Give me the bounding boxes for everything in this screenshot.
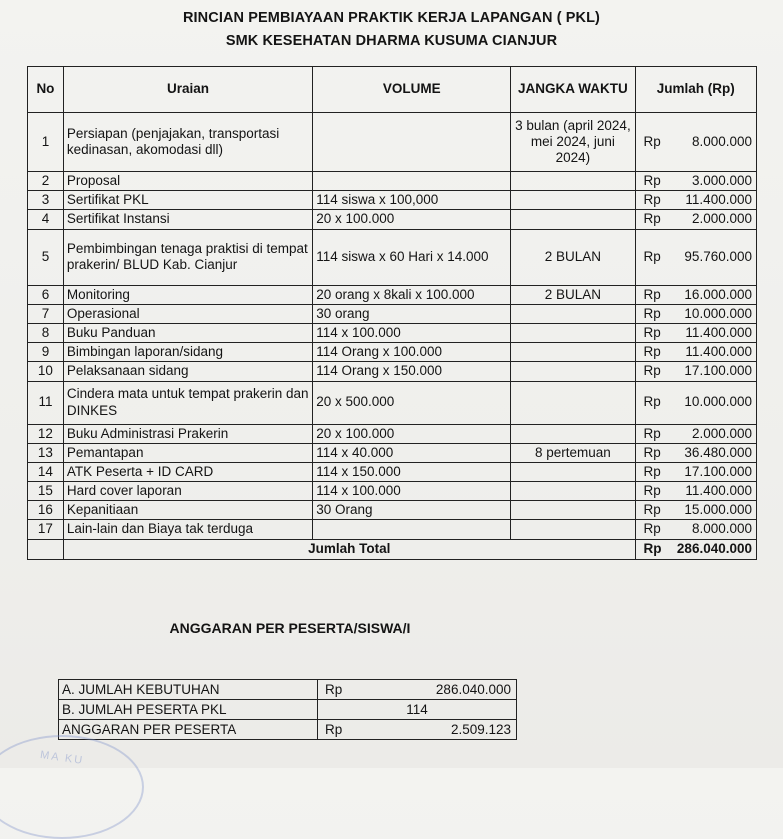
table-row (28, 172, 757, 191)
row-jangka-waktu (511, 362, 635, 381)
row-no: 17 (28, 520, 64, 539)
table-row (28, 285, 757, 304)
row-currency: Rp (643, 192, 661, 208)
row-jangka-waktu (511, 210, 635, 229)
row-volume: 20 x 500.000 (313, 381, 511, 424)
stamp-seal (0, 735, 144, 839)
row-jumlah-cell (635, 520, 756, 539)
row-no: 2 (28, 172, 64, 191)
col-header-uraian: Uraian (63, 67, 312, 113)
row-currency: Rp (643, 425, 661, 441)
row-currency: Rp (643, 444, 661, 460)
row-currency: Rp (643, 305, 661, 321)
row-amount: 11.400.000 (685, 324, 752, 340)
row-amount: 8.000.000 (691, 521, 752, 537)
row-amount: 95.760.000 (684, 248, 752, 264)
row-amount: 16.000.000 (684, 286, 752, 302)
row-jumlah-cell (635, 381, 756, 424)
row-currency: Rp (643, 483, 661, 499)
summary-table (58, 679, 517, 740)
table-row (28, 381, 757, 424)
row-jangka-waktu (511, 520, 635, 539)
row-jumlah-cell (635, 501, 756, 520)
row-jumlah-cell (635, 210, 756, 229)
col-header-jumlah: Jumlah (Rp) (635, 67, 756, 113)
table-row (28, 424, 757, 443)
row-jumlah-cell (635, 424, 756, 443)
row-currency: Rp (643, 248, 661, 264)
row-amount: 2.000.000 (691, 211, 752, 227)
row-no: 3 (28, 191, 64, 210)
col-header-no: No (28, 67, 64, 113)
row-uraian: Operasional (63, 304, 312, 323)
total-amount-cell (635, 539, 756, 559)
table-header-row (28, 67, 757, 113)
row-volume: 20 x 100.000 (313, 210, 511, 229)
row-no: 4 (28, 210, 64, 229)
row-uraian: Sertifikat Instansi (63, 210, 312, 229)
row-jumlah-cell (635, 443, 756, 462)
row-jumlah-cell (635, 304, 756, 323)
row-currency: Rp (643, 463, 661, 479)
table-row (28, 113, 757, 172)
row-jangka-waktu (511, 462, 635, 481)
row-jumlah-cell (635, 343, 756, 362)
row-no: 7 (28, 304, 64, 323)
row-amount: 15.000.000 (684, 502, 752, 518)
table-row (28, 501, 757, 520)
row-no: 11 (28, 381, 64, 424)
row-jangka-waktu (511, 424, 635, 443)
row-jangka-waktu (511, 172, 635, 191)
row-amount: 10.000.000 (684, 305, 752, 321)
row-volume: 114 siswa x 60 Hari x 14.000 (313, 229, 511, 285)
row-jangka-waktu (511, 343, 635, 362)
row-amount: 11.400.000 (685, 192, 752, 208)
row-volume: 114 x 150.000 (313, 462, 511, 481)
summary-row (59, 720, 517, 740)
table-row (28, 229, 757, 285)
row-volume: 114 x 100.000 (313, 482, 511, 501)
row-uraian: Persiapan (penjajakan, transportasi kedinasan, akomodasi dll) (63, 113, 312, 172)
stamp-text: MA KU (39, 748, 85, 768)
row-jumlah-cell (635, 323, 756, 342)
row-no: 5 (28, 229, 64, 285)
total-currency: Rp (643, 541, 662, 557)
row-uraian: Pelaksanaan sidang (63, 362, 312, 381)
summary-value: 2.509.123 (450, 722, 511, 737)
table-body (28, 113, 757, 540)
row-volume: 114 Orang x 150.000 (313, 362, 511, 381)
summary-currency: Rp (325, 682, 343, 697)
row-amount: 3.000.000 (691, 173, 752, 188)
cost-table (27, 66, 757, 560)
row-jangka-waktu (511, 304, 635, 323)
row-jumlah-cell (635, 229, 756, 285)
table-row (28, 482, 757, 501)
summary-label: B. JUMLAH PESERTA PKL (59, 700, 318, 720)
row-jangka-waktu (511, 501, 635, 520)
row-no: 8 (28, 323, 64, 342)
summary-value: 114 (318, 700, 517, 720)
row-currency: Rp (643, 324, 661, 340)
row-currency: Rp (643, 344, 661, 360)
row-jumlah-cell (635, 362, 756, 381)
row-uraian: Hard cover laporan (63, 482, 312, 501)
summary-row (59, 680, 517, 700)
col-header-jangka-waktu: JANGKA WAKTU (511, 67, 635, 113)
row-jangka-waktu: 3 bulan (april 2024, mei 2024, juni 2024) (511, 113, 635, 172)
summary-value-cell (318, 720, 517, 740)
row-amount: 11.400.000 (685, 344, 752, 360)
table-row (28, 210, 757, 229)
row-jumlah-cell (635, 172, 756, 191)
row-currency: Rp (643, 363, 661, 379)
row-no: 12 (28, 424, 64, 443)
row-jangka-waktu (511, 323, 635, 342)
row-jangka-waktu (511, 381, 635, 424)
row-uraian: Kepanitiaan (63, 501, 312, 520)
row-jumlah-cell (635, 191, 756, 210)
row-uraian: ATK Peserta + ID CARD (63, 462, 312, 481)
summary-currency: Rp (325, 722, 343, 737)
row-currency: Rp (643, 133, 661, 149)
row-amount: 11.400.000 (685, 483, 752, 499)
col-header-volume: VOLUME (313, 67, 511, 113)
row-volume: 114 Orang x 100.000 (313, 343, 511, 362)
row-jangka-waktu: 2 BULAN (511, 229, 635, 285)
row-volume: 114 x 40.000 (313, 443, 511, 462)
table-row (28, 343, 757, 362)
row-amount: 8.000.000 (691, 133, 752, 149)
row-volume (313, 113, 511, 172)
row-jangka-waktu: 2 BULAN (511, 285, 635, 304)
row-volume (313, 172, 511, 191)
row-volume: 30 orang (313, 304, 511, 323)
table-row (28, 462, 757, 481)
row-no: 10 (28, 362, 64, 381)
row-jumlah-cell (635, 113, 756, 172)
row-amount: 2.000.000 (691, 425, 752, 441)
row-uraian: Lain-lain dan Biaya tak terduga (63, 520, 312, 539)
row-uraian: Pemantapan (63, 443, 312, 462)
row-no: 6 (28, 285, 64, 304)
total-label: Jumlah Total (63, 539, 635, 559)
row-uraian: Buku Panduan (63, 323, 312, 342)
row-uraian: Buku Administrasi Prakerin (63, 424, 312, 443)
summary-row (59, 700, 517, 720)
summary-value-cell (318, 680, 517, 700)
summary-label: A. JUMLAH KEBUTUHAN (59, 680, 318, 700)
summary-heading: ANGGARAN PER PESERTA/SISWA/I (169, 620, 411, 636)
row-amount: 17.100.000 (684, 463, 752, 479)
row-no: 1 (28, 113, 64, 172)
row-volume (313, 520, 511, 539)
total-empty-cell (28, 539, 64, 559)
row-volume: 30 Orang (313, 501, 511, 520)
row-currency: Rp (643, 502, 661, 518)
table-row (28, 304, 757, 323)
document-subtitle: SMK KESEHATAN DHARMA KUSUMA CIANJUR (225, 33, 558, 49)
row-amount: 36.480.000 (684, 444, 752, 460)
row-jangka-waktu (511, 191, 635, 210)
document-title: RINCIAN PEMBIAYAAN PRAKTIK KERJA LAPANGAN ( PKL) (182, 10, 600, 26)
table-row (28, 520, 757, 539)
table-row (28, 362, 757, 381)
row-uraian: Proposal (63, 172, 312, 191)
row-volume: 114 siswa x 100,000 (313, 191, 511, 210)
row-amount: 17.100.000 (684, 363, 752, 379)
total-row (28, 539, 757, 559)
table-row (28, 191, 757, 210)
row-jumlah-cell (635, 285, 756, 304)
row-volume: 114 x 100.000 (313, 323, 511, 342)
row-no: 14 (28, 462, 64, 481)
row-no: 13 (28, 443, 64, 462)
row-currency: Rp (643, 173, 661, 188)
row-uraian: Sertifikat PKL (63, 191, 312, 210)
row-volume: 20 x 100.000 (313, 424, 511, 443)
total-amount: 286.040.000 (676, 541, 752, 557)
row-jangka-waktu: 8 pertemuan (511, 443, 635, 462)
row-no: 15 (28, 482, 64, 501)
table-row (28, 323, 757, 342)
row-uraian: Monitoring (63, 285, 312, 304)
row-currency: Rp (643, 521, 661, 537)
row-volume: 20 orang x 8kali x 100.000 (313, 285, 511, 304)
row-uraian: Cindera mata untuk tempat prakerin dan DINKES (63, 381, 312, 424)
row-currency: Rp (643, 394, 661, 410)
row-uraian: Pembimbingan tenaga praktisi di tempat prakerin/ BLUD Kab. Cianjur (63, 229, 312, 285)
row-amount: 10.000.000 (684, 394, 752, 410)
row-jumlah-cell (635, 482, 756, 501)
row-no: 16 (28, 501, 64, 520)
table-row (28, 443, 757, 462)
row-jangka-waktu (511, 482, 635, 501)
summary-value: 286.040.000 (435, 682, 511, 697)
row-no: 9 (28, 343, 64, 362)
summary-label: ANGGARAN PER PESERTA (59, 720, 318, 740)
row-currency: Rp (643, 286, 661, 302)
row-jumlah-cell (635, 462, 756, 481)
row-currency: Rp (643, 211, 661, 227)
row-uraian: Bimbingan laporan/sidang (63, 343, 312, 362)
